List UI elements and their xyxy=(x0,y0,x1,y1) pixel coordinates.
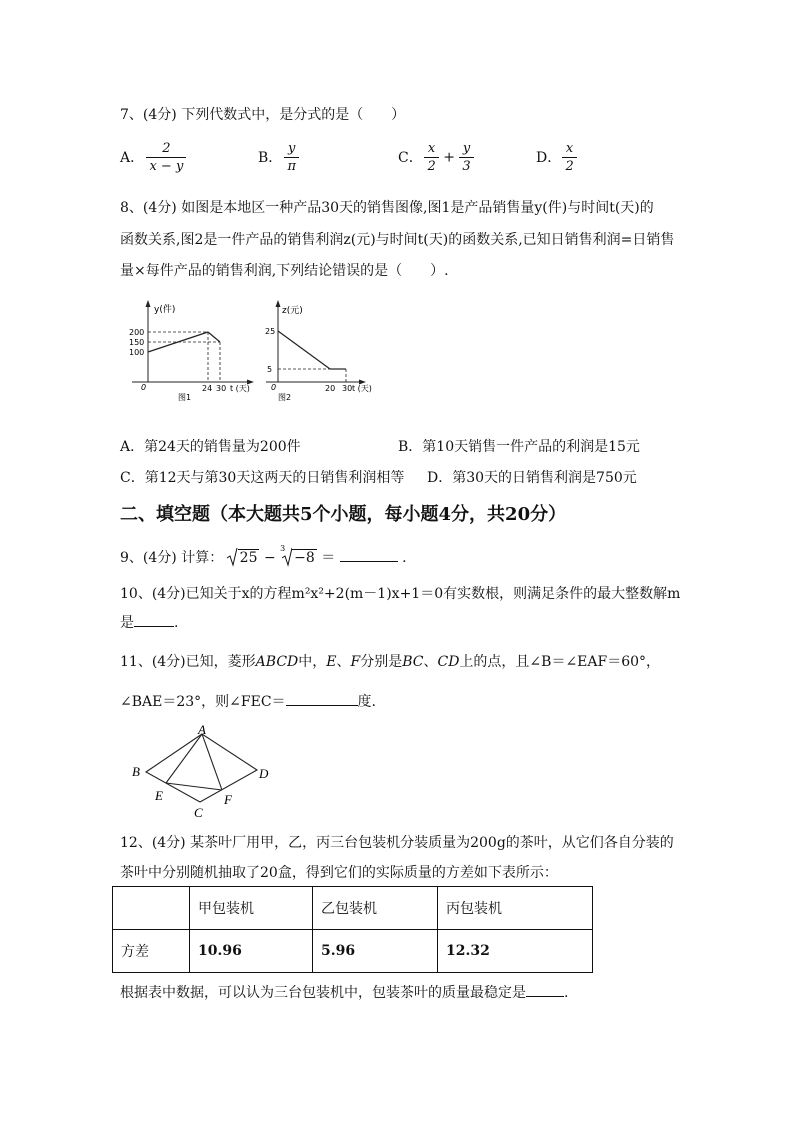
x-tick-30: 30 xyxy=(216,384,227,393)
y-axis-label: z(元) xyxy=(282,306,303,316)
fraction: $\frac{x}{2}$ xyxy=(562,140,576,175)
vertex-d-label: D xyxy=(259,766,269,781)
vertex-b-label: B xyxy=(132,764,140,779)
section-title: 二、填空题（本大题共5个小题，每小题4分，共20分） xyxy=(120,504,567,525)
q9-prefix: 9、(4分) 计算： xyxy=(120,550,224,566)
radical-sign-icon xyxy=(226,547,238,567)
x-tick-30: 30 xyxy=(342,384,353,393)
y-axis-label: y(件) xyxy=(154,305,176,315)
x-tick-24: 24 xyxy=(202,384,213,393)
table-header-cell: 乙包装机 xyxy=(313,887,438,930)
answer-blank[interactable] xyxy=(134,626,174,627)
table-row-label: 方差 xyxy=(113,930,190,973)
q7-option-d xyxy=(536,140,577,175)
x-axis-label: t (天) xyxy=(230,384,250,393)
option-letter: B． xyxy=(258,149,283,166)
table-cell: 10.96 xyxy=(190,930,313,973)
minus-sign: − xyxy=(263,550,276,566)
y-tick-25: 25 xyxy=(265,327,276,336)
table-row xyxy=(113,930,593,973)
table-header-cell xyxy=(113,887,190,930)
fraction: $\frac{y}{3}$ xyxy=(459,140,473,175)
q9-end: . xyxy=(402,550,407,566)
q11-line1: 11、(4分)已知，菱形ABCD中，E、F分别是BC、CD上的点，且∠B＝∠EAF＝60°， xyxy=(120,654,661,670)
fraction: $\frac{x}{2}$ xyxy=(424,140,438,175)
q8-option-c: C．第12天与第30天这两天的日销售利润相等 xyxy=(120,470,405,486)
x-axis-label: t (天) xyxy=(352,384,372,393)
option-letter: C． xyxy=(398,149,423,166)
table-header-cell: 丙包装机 xyxy=(438,887,593,930)
equals-sign: ＝ xyxy=(321,550,336,566)
q12-line2: 茶叶中分别随机抽取了20盒，得到它们的实际质量的方差如下表所示： xyxy=(120,865,558,881)
q11-rhombus-figure xyxy=(128,724,278,824)
table-header-cell: 甲包装机 xyxy=(190,887,313,930)
profit-line-fall xyxy=(278,331,330,369)
sqrt-expression: 25 xyxy=(228,550,260,566)
segment-ef xyxy=(166,783,222,790)
answer-blank[interactable] xyxy=(526,996,564,997)
plus-sign: + xyxy=(443,149,455,166)
y-tick-200: 200 xyxy=(129,328,145,337)
origin-label: 0 xyxy=(271,383,277,392)
y-tick-5: 5 xyxy=(267,365,273,374)
x-tick-20: 20 xyxy=(325,384,336,393)
q8-figure1 xyxy=(128,298,260,406)
q8-option-d: D．第30天的日销售利润是750元 xyxy=(427,470,637,486)
fraction: $\frac{y}{\pi}$ xyxy=(284,140,299,175)
point-e-label: E xyxy=(155,788,163,803)
q7-option-a xyxy=(120,140,186,175)
figure2-caption: 图2 xyxy=(278,393,292,402)
y-arrow xyxy=(276,300,281,307)
answer-blank[interactable] xyxy=(286,705,358,706)
figure1-caption: 图1 xyxy=(178,393,192,402)
q12-line1: 12、(4分) 某茶叶厂用甲，乙，丙三台包装机分装质量为200g的茶叶，从它们各自分装的 xyxy=(120,835,674,851)
segment-af xyxy=(202,734,222,790)
table-cell: 12.32 xyxy=(438,930,593,973)
y-arrow xyxy=(146,300,151,307)
cbrt-index: 3 xyxy=(280,544,286,553)
radical-sign-icon xyxy=(280,547,292,567)
vertex-a-label: A xyxy=(198,724,206,737)
vertex-c-label: C xyxy=(194,805,203,820)
q8-option-b: B．第10天销售一件产品的利润是15元 xyxy=(398,439,640,455)
y-tick-150: 150 xyxy=(129,338,145,347)
q10-line2: 是 . xyxy=(120,615,179,631)
q8-option-a: A．第24天的销售量为200件 xyxy=(120,439,301,455)
q7-option-b xyxy=(258,140,299,175)
point-f-label: F xyxy=(224,792,232,807)
option-letter: D． xyxy=(536,149,562,166)
variance-table xyxy=(112,886,593,973)
q10-line1: 10、(4分)已知关于x的方程m²x²+2(m－1)x+1＝0有实数根，则满足条件的最大整数解m xyxy=(120,586,681,602)
q12-line3: 根据表中数据，可以认为三台包装机中，包装茶叶的质量最稳定是 . xyxy=(120,985,569,1001)
q8-figure2 xyxy=(262,298,372,406)
table-row xyxy=(113,887,593,930)
q11-line2: ∠BAE＝23°，则∠FEC＝ 度. xyxy=(120,694,376,710)
sales-line-fall xyxy=(208,332,220,342)
cbrt-expression: 3 −8 xyxy=(280,544,315,566)
q8-line2: 函数关系,图2是一件产品的销售利润z(元)与时间t(天)的函数关系,已知日销售利润=日销售 xyxy=(120,232,675,248)
segment-ae xyxy=(166,734,202,783)
q9 xyxy=(120,544,407,567)
answer-blank[interactable] xyxy=(340,561,398,562)
q8-line1: 8、(4分) 如图是本地区一种产品30天的销售图像,图1是产品销售量y(件)与时间t(天)的 xyxy=(120,200,654,216)
q7-option-c xyxy=(398,140,474,175)
y-tick-100: 100 xyxy=(129,348,145,357)
origin-label: 0 xyxy=(141,383,147,392)
q7-stem: 7、(4分) 下列代数式中，是分式的是（ ） xyxy=(120,107,406,123)
q8-line3: 量×每件产品的销售利润,下列结论错误的是（ ）. xyxy=(120,263,449,279)
fraction: $\frac{2}{x - y}$ xyxy=(146,140,186,175)
table-cell: 5.96 xyxy=(313,930,438,973)
option-letter: A． xyxy=(120,149,145,166)
